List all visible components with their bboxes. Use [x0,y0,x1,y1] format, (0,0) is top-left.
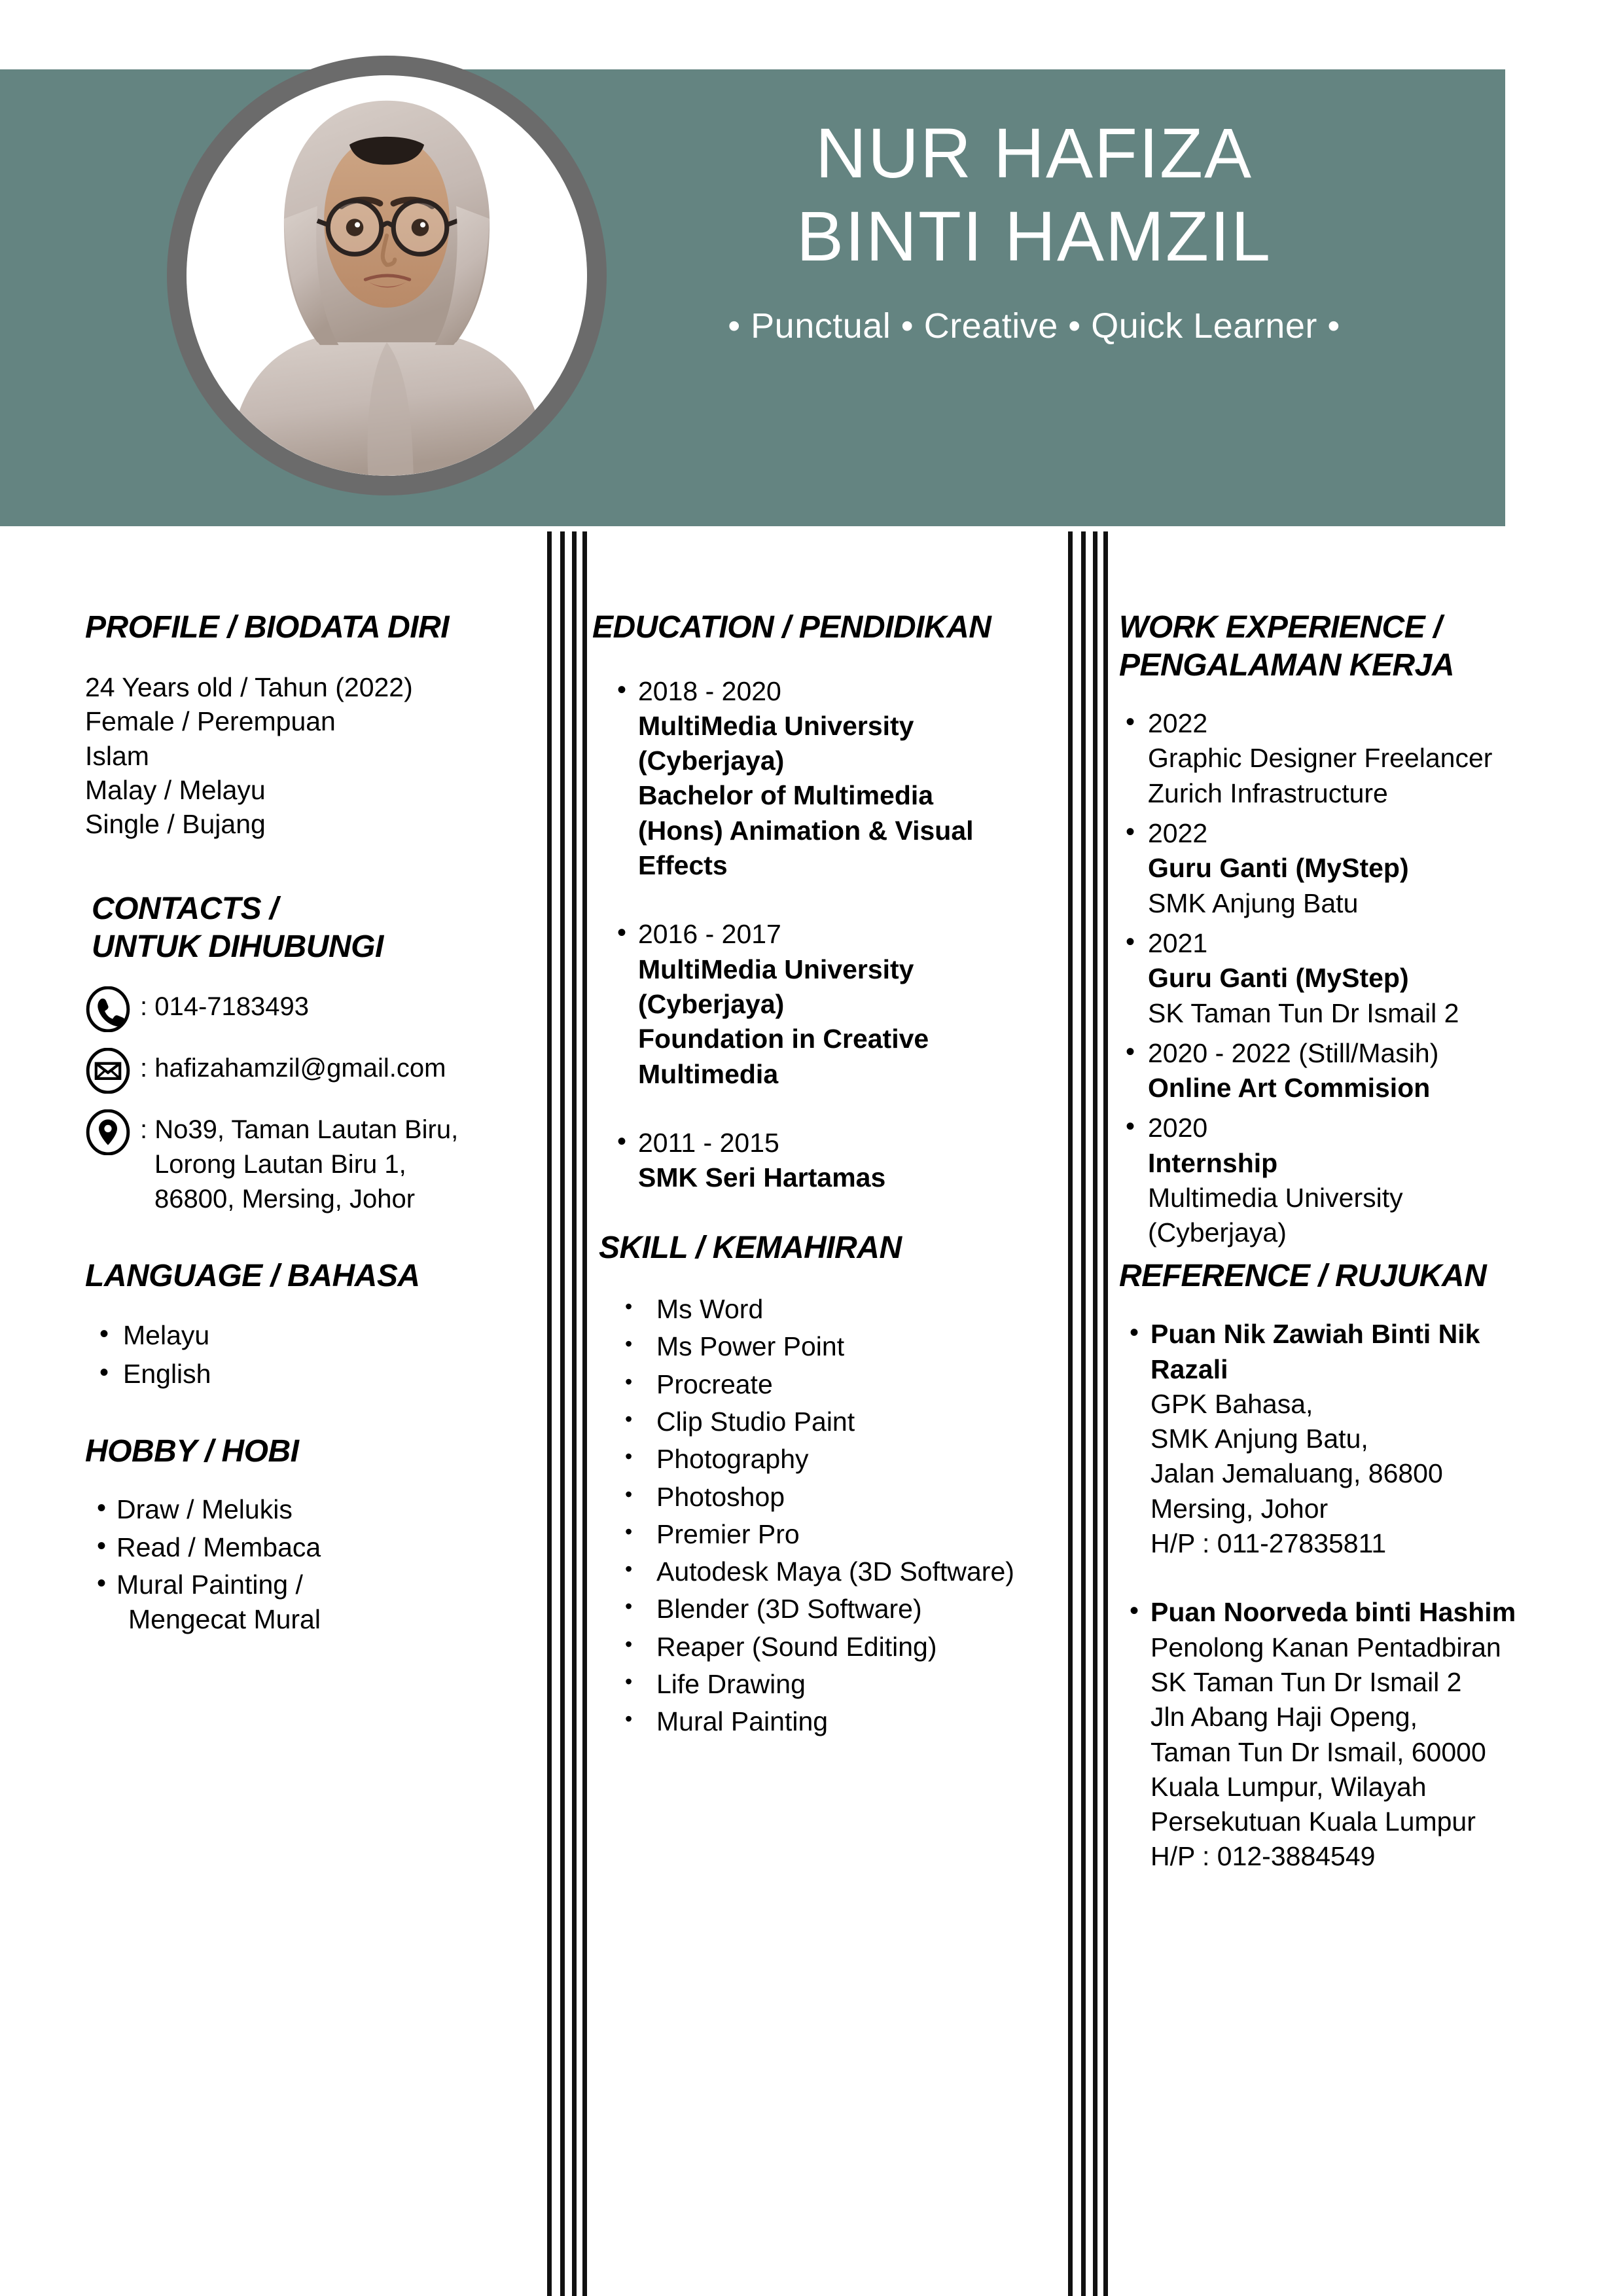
skill-item: • Life Drawing [625,1667,1050,1702]
reference-detail: Kuala Lumpur, Wilayah [1150,1771,1427,1802]
column-divider-right [1068,531,1109,2296]
education-detail: (Cyberjaya) [638,745,785,776]
work-year: • 2022 [1148,818,1208,849]
profile-photo [187,75,587,476]
work-item [1126,1036,1577,1106]
work-detail: Multimedia University [1148,1183,1403,1213]
section-title-contacts-line1: CONTACTS / [92,891,278,926]
work-year: • 2020 [1148,1113,1208,1143]
phone-icon [85,986,131,1032]
skill-item: • Mural Painting [625,1704,1050,1739]
contact-value-line: 86800, Mersing, Johor [154,1184,416,1213]
reference-detail: Penolong Kanan Pentadbiran [1150,1632,1501,1662]
middle-column [592,609,1050,1742]
contact-value-line: : 014-7183493 [140,992,310,1022]
reference-item [1130,1317,1577,1561]
contact-value-line: Lorong Lautan Biru 1, [154,1149,406,1179]
candidate-name-line-2: BINTI HAMZIL [796,196,1272,276]
reference-detail: Persekutuan Kuala Lumpur [1150,1806,1476,1837]
work-detail: Graphic Designer Freelancer [1148,743,1493,774]
work-year: • 2020 - 2022 (Still/Masih) [1148,1037,1439,1068]
skill-list [592,1292,1050,1740]
education-detail: Effects [638,850,728,881]
education-year: • 2011 - 2015 [638,1127,779,1158]
divider-line [1103,531,1108,2296]
profile-line: Islam [85,740,149,771]
education-detail: SMK Seri Hartamas [638,1162,886,1193]
contact-row[interactable] [85,1047,537,1094]
reference-list [1119,1317,1577,1874]
reference-detail: Taman Tun Dr Ismail, 60000 [1150,1736,1486,1767]
work-detail: Guru Ganti (MyStep) [1148,853,1409,884]
envelope-icon [85,1048,131,1094]
reference-detail: Mersing, Johor [1150,1493,1329,1524]
contacts-list [85,985,537,1216]
reference-detail: H/P : 011-27835811 [1150,1528,1387,1559]
work-detail: Online Art Commision [1148,1073,1431,1103]
divider-line [1081,531,1086,2296]
work-detail: Internship [1148,1147,1278,1178]
column-divider-left [547,531,588,2296]
work-detail: SMK Anjung Batu [1148,888,1359,918]
section-title-skill: SKILL / KEMAHIRAN [599,1230,902,1266]
reference-detail: SMK Anjung Batu, [1150,1424,1368,1454]
skill-item: • Photoshop [625,1480,1050,1515]
hobby-item [97,1492,537,1527]
work-detail: (Cyberjaya) [1148,1217,1287,1248]
map-pin-icon [85,1109,131,1155]
section-title-profile: PROFILE / BIODATA DIRI [85,610,450,645]
skill-item: • Photography [625,1442,1050,1477]
contact-value [140,1108,458,1216]
education-year: • 2016 - 2017 [638,919,781,950]
section-title-education: EDUCATION / PENDIDIKAN [592,610,991,645]
reference-detail: GPK Bahasa, [1150,1388,1313,1419]
candidate-name-line-1: NUR HAFIZA [815,113,1253,192]
skill-item: • Ms Power Point [625,1329,1050,1364]
reference-name: • Puan Noorveda binti Hashim [1150,1597,1516,1628]
education-list [592,674,1050,1196]
divider-line [582,531,587,2296]
education-item [617,917,1050,1091]
profile-photo-frame [167,56,607,495]
hobby-item [97,1530,537,1565]
divider-line [560,531,565,2296]
work-year: • 2022 [1148,708,1208,739]
divider-line [1093,531,1097,2296]
section-title-work-line1: WORK EXPERIENCE / [1119,610,1442,645]
hobby-item-label: Draw / Melukis [116,1494,293,1525]
language-list [85,1318,537,1392]
hobby-item-label: Mural Painting / [116,1569,303,1600]
skill-item: • Clip Studio Paint [625,1405,1050,1439]
hobby-item-label: Read / Membaca [116,1532,321,1562]
skill-item: • Procreate [625,1367,1050,1402]
portrait-photo-illustration [187,75,587,476]
divider-line [572,531,577,2296]
work-item [1126,816,1577,921]
education-detail: Bachelor of Multimedia [638,780,934,811]
education-detail: MultiMedia University [638,954,914,984]
work-detail: Guru Ganti (MyStep) [1148,963,1409,994]
section-title-contacts-line2: UNTUK DIHUBUNGI [92,929,383,964]
divider-line [1068,531,1073,2296]
contact-value-line: : hafizahamzil@gmail.com [140,1054,446,1083]
skill-item: • Reaper (Sound Editing) [625,1630,1050,1664]
contact-row[interactable] [85,985,537,1032]
reference-detail: SK Taman Tun Dr Ismail 2 [1150,1666,1462,1697]
education-item [617,1126,1050,1196]
education-detail: Multimedia [638,1058,779,1089]
contact-row[interactable] [85,1108,537,1216]
header-title-block [576,111,1492,346]
skill-item: • Premier Pro [625,1517,1050,1552]
left-column [85,609,537,1640]
hobby-list [85,1492,537,1637]
profile-detail-list [85,670,537,842]
language-item: • English [99,1357,537,1391]
divider-line [547,531,552,2296]
education-detail: Foundation in Creative [638,1024,929,1054]
education-detail: (Cyberjaya) [638,988,785,1019]
work-item [1126,1111,1577,1250]
education-detail: MultiMedia University [638,710,914,741]
hobby-item-continuation: Mengecat Mural [128,1604,321,1635]
education-detail: (Hons) Animation & Visual [638,815,974,846]
profile-line: Single / Bujang [85,809,266,840]
work-item [1126,706,1577,811]
contact-value [140,1047,446,1086]
reference-name: • Puan Nik Zawiah Binti Nik [1150,1319,1480,1350]
education-item [617,674,1050,884]
right-column [1119,609,1577,1909]
skill-item: • Autodesk Maya (3D Software) [625,1554,1050,1589]
profile-line: 24 Years old / Tahun (2022) [85,672,413,702]
contact-value-line: : No39, Taman Lautan Biru, [140,1115,459,1145]
skill-item: • Blender (3D Software) [625,1592,1050,1626]
reference-detail: Jalan Jemaluang, 86800 [1150,1458,1443,1489]
section-title-language: LANGUAGE / BAHASA [85,1258,420,1293]
contact-value [140,985,309,1024]
work-year: • 2021 [1148,927,1208,958]
section-title-reference: REFERENCE / RUJUKAN [1119,1258,1487,1293]
work-detail: SK Taman Tun Dr Ismail 2 [1148,997,1459,1028]
language-item: • Melayu [99,1318,537,1353]
candidate-tagline: • Punctual • Creative • Quick Learner • [728,306,1340,346]
work-detail: Zurich Infrastructure [1148,778,1388,808]
education-year: • 2018 - 2020 [638,675,781,706]
reference-detail: H/P : 012-3884549 [1150,1841,1376,1872]
reference-name: Razali [1150,1354,1228,1384]
section-title-hobby: HOBBY / HOBI [85,1433,299,1469]
skill-item: • Ms Word [625,1292,1050,1327]
section-title-work-line2: PENGALAMAN KERJA [1119,647,1455,683]
work-item [1126,926,1577,1031]
profile-line: Malay / Melayu [85,775,266,805]
reference-item [1130,1595,1577,1874]
work-experience-list [1119,706,1577,1250]
reference-detail: Jln Abang Haji Openg, [1150,1702,1418,1732]
hobby-item [97,1568,537,1638]
profile-line: Female / Perempuan [85,706,336,737]
